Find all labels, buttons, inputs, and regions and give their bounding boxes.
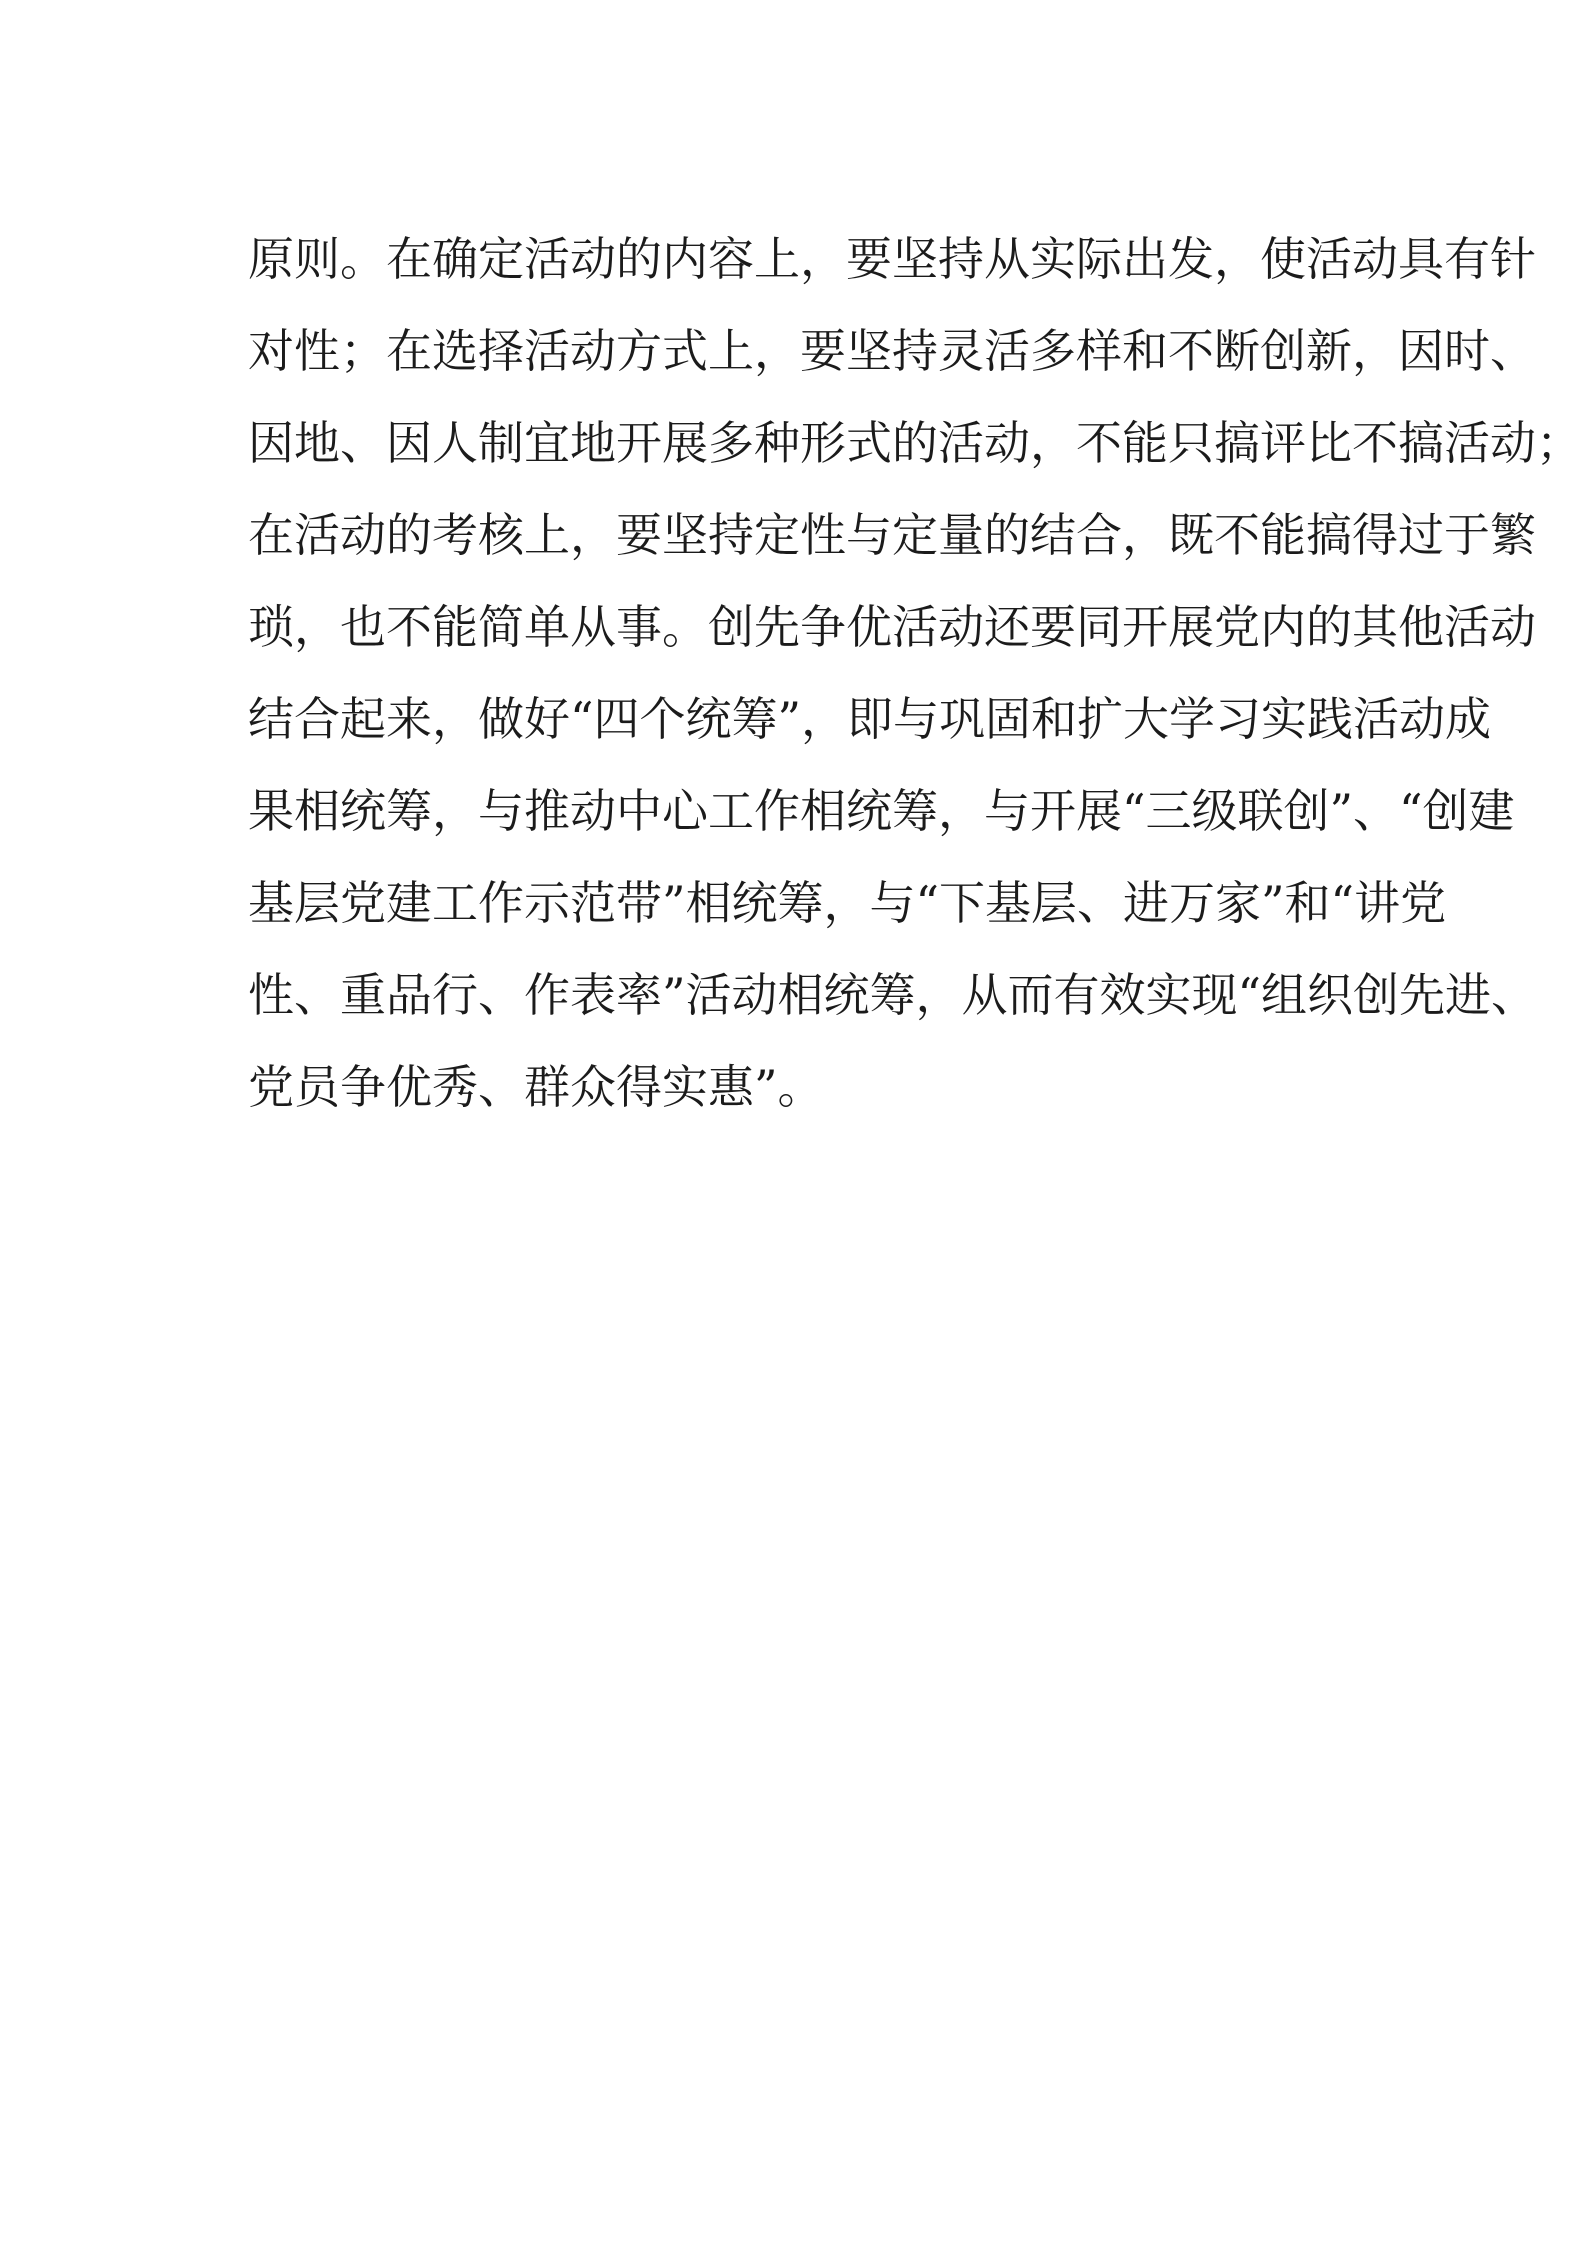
paragraph-line: 性、重品行、作表率”活动相统筹，从而有效实现“组织创先进、 bbox=[248, 968, 1538, 1022]
paragraph-line: 琐，也不能简单从事。创先争优活动还要同开展党内的其他活动 bbox=[248, 600, 1536, 654]
paragraph-line: 因地、因人制宜地开展多种形式的活动，不能只搞评比不搞活动； bbox=[248, 416, 1582, 470]
paragraph-line: 果相统筹，与推动中心工作相统筹，与开展“三级联创”、“创建 bbox=[248, 784, 1515, 838]
paragraph-line: 对性；在选择活动方式上，要坚持灵活多样和不断创新，因时、 bbox=[248, 324, 1536, 378]
paragraph-line: 在活动的考核上，要坚持定性与定量的结合，既不能搞得过于繁 bbox=[248, 508, 1536, 562]
body-paragraph bbox=[248, 213, 1582, 1133]
paragraph-line: 党员争优秀、群众得实惠”。 bbox=[248, 1060, 824, 1114]
paragraph-line: 基层党建工作示范带”相统筹，与“下基层、进万家”和“讲党 bbox=[248, 876, 1447, 930]
paragraph-line: 结合起来，做好“四个统筹”，即与巩固和扩大学习实践活动成 bbox=[248, 692, 1492, 746]
paragraph-line: 原则。在确定活动的内容上，要坚持从实际出发，使活动具有针 bbox=[248, 232, 1536, 286]
